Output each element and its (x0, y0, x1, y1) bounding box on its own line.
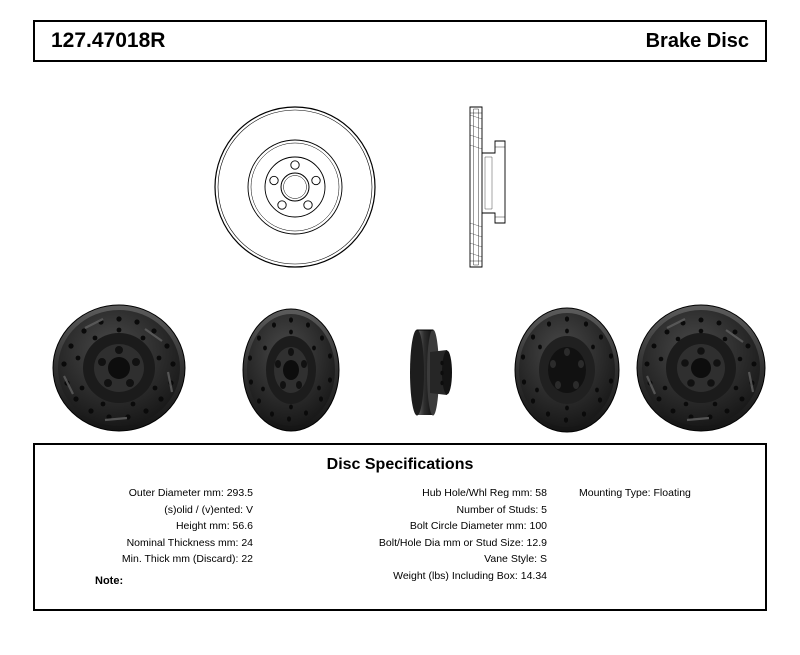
spec-min-thickness: Min. Thick mm (Discard): 22 (121, 553, 253, 565)
rotor-photo-row (33, 300, 767, 435)
spec-column-middle (257, 485, 551, 584)
document-type-title: Brake Disc (645, 29, 749, 52)
spec-column-right (551, 485, 765, 584)
spec-bolt-hole-dia: Bolt/Hole Dia mm or Stud Size: 12.9 (378, 536, 547, 549)
spec-column-left (35, 485, 257, 584)
part-number: 127.47018R (51, 29, 166, 52)
spec-columns (35, 485, 765, 584)
spec-nominal-thickness: Nominal Thickness mm: 24 (126, 536, 253, 549)
spec-solid-vented: (s)olid / (v)ented: V (164, 503, 253, 516)
header-bar (33, 20, 767, 62)
spec-vane-style: Vane Style: S (484, 553, 547, 565)
disc-specifications-panel (33, 443, 767, 611)
note-label: Note: (95, 575, 124, 587)
spec-hub-hole: Hub Hole/Whl Reg mm: 58 (422, 487, 547, 499)
drilled-rotor-rear-angled (515, 308, 619, 432)
spec-weight: Weight (lbs) Including Box: 14.34 (393, 569, 547, 582)
rotor-photos-svg (33, 300, 767, 435)
spec-number-of-studs: Number of Studs: 5 (456, 503, 547, 516)
rotor-cross-section-line-drawing (470, 107, 505, 267)
top-illustrations (33, 95, 767, 280)
rotor-face-line-drawing (215, 107, 375, 267)
drilled-slotted-rotor-front-left (53, 305, 185, 431)
spec-outer-diameter: Outer Diameter mm: 293.5 (128, 487, 253, 499)
drilled-slotted-rotor-rear-right (637, 305, 765, 431)
spec-height: Height mm: 56.6 (175, 520, 253, 532)
spec-mounting-type: Mounting Type: Floating (579, 487, 691, 499)
spec-title: Disc Specifications (326, 456, 474, 473)
top-illustration-svg (33, 95, 767, 280)
drilled-rotor-front-angled (243, 309, 339, 431)
rotor-edge-profile (410, 330, 452, 416)
spec-bolt-circle-diameter: Bolt Circle Diameter mm: 100 (409, 520, 547, 532)
